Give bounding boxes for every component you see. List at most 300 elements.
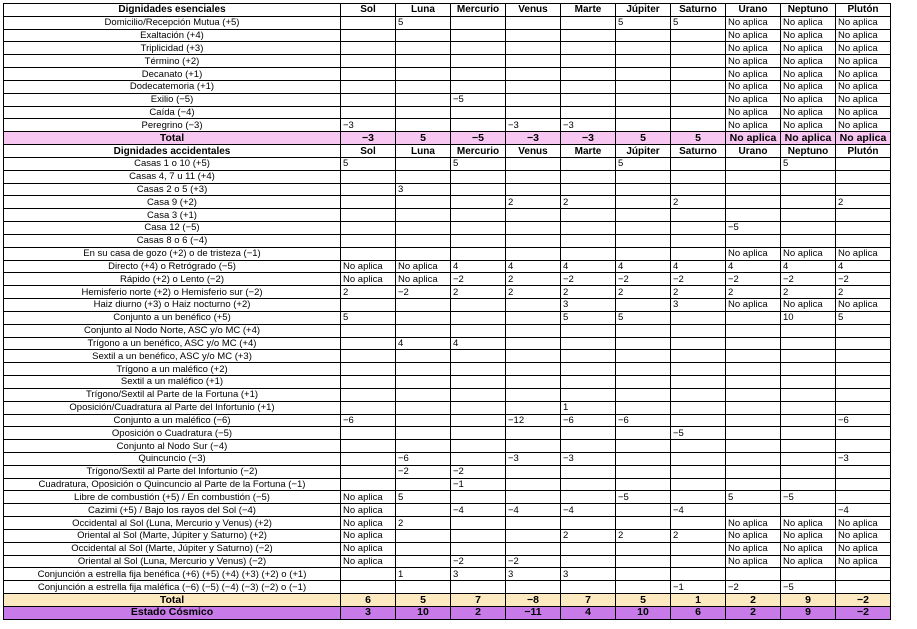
cell-sol[interactable]: [341, 209, 396, 222]
cell-saturno[interactable]: −5: [671, 427, 726, 440]
row-label[interactable]: En su casa de gozo (+2) o de tristeza (−1): [4, 247, 341, 260]
cell-pluton[interactable]: No aplica: [836, 42, 891, 55]
cell-neptuno[interactable]: [781, 376, 836, 389]
cell-urano[interactable]: [726, 376, 781, 389]
cell-sol[interactable]: [341, 234, 396, 247]
cell-neptuno[interactable]: No aplica: [781, 247, 836, 260]
cell-venus[interactable]: −3: [506, 452, 561, 465]
cell-venus[interactable]: [506, 55, 561, 68]
cell-sol[interactable]: [341, 478, 396, 491]
row-label[interactable]: Exilio (−5): [4, 93, 341, 106]
cell-jupiter[interactable]: [616, 376, 671, 389]
cell-luna[interactable]: [396, 427, 451, 440]
cell-pluton[interactable]: [836, 427, 891, 440]
cell-luna[interactable]: [396, 119, 451, 132]
planet-header-jupiter[interactable]: Júpiter: [616, 4, 671, 17]
cell-sol[interactable]: [341, 106, 396, 119]
cell-saturno[interactable]: [671, 80, 726, 93]
cell-jupiter[interactable]: 5: [616, 594, 671, 607]
cell-sol[interactable]: [341, 350, 396, 363]
cell-pluton[interactable]: −4: [836, 504, 891, 517]
cell-pluton[interactable]: No aplica: [836, 55, 891, 68]
cell-urano[interactable]: [726, 440, 781, 453]
cell-jupiter[interactable]: 2: [616, 529, 671, 542]
cell-mercurio[interactable]: [451, 80, 506, 93]
cell-neptuno[interactable]: [781, 568, 836, 581]
cell-neptuno[interactable]: No aplica: [781, 542, 836, 555]
cell-mercurio[interactable]: [451, 42, 506, 55]
cell-mercurio[interactable]: [451, 517, 506, 530]
cell-saturno[interactable]: [671, 337, 726, 350]
cell-luna[interactable]: 3: [396, 183, 451, 196]
cell-neptuno[interactable]: No aplica: [781, 68, 836, 81]
cell-luna[interactable]: [396, 401, 451, 414]
cell-venus[interactable]: [506, 388, 561, 401]
cell-urano[interactable]: [726, 568, 781, 581]
cell-saturno[interactable]: −2: [671, 273, 726, 286]
cell-urano[interactable]: No aplica: [726, 542, 781, 555]
row-label[interactable]: Estado Cósmico: [4, 606, 341, 619]
cell-urano[interactable]: 2: [726, 594, 781, 607]
cell-jupiter[interactable]: [616, 234, 671, 247]
cell-neptuno[interactable]: 2: [781, 286, 836, 299]
cell-venus[interactable]: [506, 376, 561, 389]
cell-sol[interactable]: [341, 299, 396, 312]
cell-pluton[interactable]: No aplica: [836, 29, 891, 42]
cell-marte[interactable]: [561, 478, 616, 491]
cell-jupiter[interactable]: [616, 337, 671, 350]
cell-saturno[interactable]: [671, 376, 726, 389]
cell-sol[interactable]: 5: [341, 157, 396, 170]
cell-saturno[interactable]: [671, 119, 726, 132]
cell-sol[interactable]: [341, 568, 396, 581]
cell-luna[interactable]: [396, 247, 451, 260]
planet-header-marte[interactable]: Marte: [561, 145, 616, 158]
cell-neptuno[interactable]: [781, 414, 836, 427]
cell-venus[interactable]: [506, 183, 561, 196]
cell-jupiter[interactable]: [616, 542, 671, 555]
cell-saturno[interactable]: [671, 542, 726, 555]
cell-sol[interactable]: No aplica: [341, 529, 396, 542]
cell-urano[interactable]: [726, 401, 781, 414]
cell-venus[interactable]: [506, 311, 561, 324]
cell-venus[interactable]: [506, 247, 561, 260]
cell-urano[interactable]: [726, 388, 781, 401]
cell-neptuno[interactable]: [781, 222, 836, 235]
cell-venus[interactable]: 3: [506, 568, 561, 581]
cell-neptuno[interactable]: 10: [781, 311, 836, 324]
cell-mercurio[interactable]: [451, 440, 506, 453]
cell-sol[interactable]: [341, 465, 396, 478]
cell-neptuno[interactable]: [781, 196, 836, 209]
row-label[interactable]: Conjunto al Nodo Norte, ASC y/o MC (+4): [4, 324, 341, 337]
cell-urano[interactable]: 2: [726, 286, 781, 299]
cell-neptuno[interactable]: [781, 234, 836, 247]
cell-saturno[interactable]: 3: [671, 299, 726, 312]
cell-sol[interactable]: [341, 452, 396, 465]
cell-urano[interactable]: No aplica: [726, 80, 781, 93]
planet-header-jupiter[interactable]: Júpiter: [616, 145, 671, 158]
cell-marte[interactable]: [561, 157, 616, 170]
cell-saturno[interactable]: [671, 106, 726, 119]
cell-jupiter[interactable]: 4: [616, 260, 671, 273]
cell-neptuno[interactable]: No aplica: [781, 555, 836, 568]
cell-pluton[interactable]: No aplica: [836, 119, 891, 132]
cell-marte[interactable]: [561, 337, 616, 350]
cell-pluton[interactable]: No aplica: [836, 106, 891, 119]
cell-jupiter[interactable]: −6: [616, 414, 671, 427]
cell-marte[interactable]: 3: [561, 299, 616, 312]
cell-pluton[interactable]: No aplica: [836, 68, 891, 81]
cell-jupiter[interactable]: [616, 196, 671, 209]
cell-venus[interactable]: [506, 478, 561, 491]
cell-urano[interactable]: [726, 478, 781, 491]
cell-neptuno[interactable]: No aplica: [781, 529, 836, 542]
cell-saturno[interactable]: [671, 363, 726, 376]
cell-neptuno[interactable]: 9: [781, 594, 836, 607]
cell-mercurio[interactable]: [451, 68, 506, 81]
cell-marte[interactable]: 1: [561, 401, 616, 414]
planet-header-urano[interactable]: Urano: [726, 145, 781, 158]
cell-urano[interactable]: [726, 337, 781, 350]
cell-jupiter[interactable]: [616, 427, 671, 440]
cell-mercurio[interactable]: −1: [451, 478, 506, 491]
cell-venus[interactable]: [506, 542, 561, 555]
cell-urano[interactable]: [726, 196, 781, 209]
cell-mercurio[interactable]: −2: [451, 465, 506, 478]
cell-mercurio[interactable]: [451, 247, 506, 260]
section-title[interactable]: Dignidades accidentales: [4, 145, 341, 158]
cell-jupiter[interactable]: [616, 42, 671, 55]
cell-jupiter[interactable]: [616, 170, 671, 183]
cell-marte[interactable]: [561, 234, 616, 247]
cell-luna[interactable]: [396, 324, 451, 337]
cell-mercurio[interactable]: 2: [451, 286, 506, 299]
cell-pluton[interactable]: No aplica: [836, 132, 891, 145]
planet-header-marte[interactable]: Marte: [561, 4, 616, 17]
cell-saturno[interactable]: 6: [671, 606, 726, 619]
cell-saturno[interactable]: 1: [671, 594, 726, 607]
cell-mercurio[interactable]: [451, 376, 506, 389]
row-label[interactable]: Exaltación (+4): [4, 29, 341, 42]
row-label[interactable]: Casas 2 o 5 (+3): [4, 183, 341, 196]
cell-pluton[interactable]: No aplica: [836, 542, 891, 555]
cell-pluton[interactable]: No aplica: [836, 80, 891, 93]
cell-sol[interactable]: −3: [341, 132, 396, 145]
cell-luna[interactable]: 1: [396, 568, 451, 581]
cell-neptuno[interactable]: −5: [781, 581, 836, 594]
cell-marte[interactable]: [561, 55, 616, 68]
cell-marte[interactable]: 3: [561, 568, 616, 581]
cell-sol[interactable]: [341, 440, 396, 453]
cell-sol[interactable]: [341, 427, 396, 440]
row-label[interactable]: Conjunción a estrella fija maléfica (−6) (−5) (−4) (−3) (−2) o (−1): [4, 581, 341, 594]
cell-urano[interactable]: [726, 209, 781, 222]
cell-marte[interactable]: 2: [561, 529, 616, 542]
cell-sol[interactable]: [341, 324, 396, 337]
cell-urano[interactable]: No aplica: [726, 517, 781, 530]
cell-urano[interactable]: No aplica: [726, 68, 781, 81]
cell-urano[interactable]: [726, 427, 781, 440]
cell-neptuno[interactable]: −5: [781, 491, 836, 504]
cell-marte[interactable]: [561, 170, 616, 183]
cell-mercurio[interactable]: [451, 196, 506, 209]
cell-sol[interactable]: [341, 80, 396, 93]
cell-jupiter[interactable]: [616, 440, 671, 453]
cell-sol[interactable]: [341, 93, 396, 106]
cell-urano[interactable]: 2: [726, 606, 781, 619]
cell-marte[interactable]: −3: [561, 132, 616, 145]
row-label[interactable]: Quincuncio (−3): [4, 452, 341, 465]
planet-header-neptuno[interactable]: Neptuno: [781, 4, 836, 17]
cell-jupiter[interactable]: [616, 183, 671, 196]
cell-neptuno[interactable]: No aplica: [781, 517, 836, 530]
cell-saturno[interactable]: [671, 68, 726, 81]
cell-jupiter[interactable]: 2: [616, 286, 671, 299]
cell-luna[interactable]: [396, 299, 451, 312]
planet-header-luna[interactable]: Luna: [396, 4, 451, 17]
row-label[interactable]: Trígono/Sextil al Parte de la Fortuna (+1): [4, 388, 341, 401]
cell-mercurio[interactable]: 4: [451, 260, 506, 273]
cell-venus[interactable]: −12: [506, 414, 561, 427]
cell-saturno[interactable]: [671, 311, 726, 324]
cell-luna[interactable]: 2: [396, 517, 451, 530]
cell-luna[interactable]: 5: [396, 491, 451, 504]
cell-pluton[interactable]: No aplica: [836, 555, 891, 568]
cell-neptuno[interactable]: [781, 465, 836, 478]
cell-pluton[interactable]: −2: [836, 594, 891, 607]
cell-luna[interactable]: 5: [396, 132, 451, 145]
cell-marte[interactable]: [561, 16, 616, 29]
cell-marte[interactable]: [561, 440, 616, 453]
cell-neptuno[interactable]: [781, 440, 836, 453]
cell-luna[interactable]: No aplica: [396, 260, 451, 273]
cell-saturno[interactable]: 2: [671, 529, 726, 542]
cell-pluton[interactable]: [836, 388, 891, 401]
cell-saturno[interactable]: [671, 440, 726, 453]
cell-sol[interactable]: No aplica: [341, 517, 396, 530]
cell-urano[interactable]: −5: [726, 222, 781, 235]
cell-luna[interactable]: [396, 196, 451, 209]
row-label[interactable]: Casa 9 (+2): [4, 196, 341, 209]
cell-sol[interactable]: [341, 16, 396, 29]
row-label[interactable]: Haiz diurno (+3) o Haiz nocturno (+2): [4, 299, 341, 312]
cell-urano[interactable]: No aplica: [726, 529, 781, 542]
cell-sol[interactable]: [341, 29, 396, 42]
cell-venus[interactable]: −3: [506, 132, 561, 145]
cell-luna[interactable]: [396, 170, 451, 183]
cell-sol[interactable]: 2: [341, 286, 396, 299]
cell-marte[interactable]: [561, 93, 616, 106]
cell-jupiter[interactable]: [616, 568, 671, 581]
cell-mercurio[interactable]: [451, 324, 506, 337]
row-label[interactable]: Cuadratura, Oposición o Quincuncio al Parte de la Fortuna (−1): [4, 478, 341, 491]
cell-venus[interactable]: [506, 209, 561, 222]
cell-mercurio[interactable]: [451, 234, 506, 247]
cell-mercurio[interactable]: [451, 222, 506, 235]
cell-jupiter[interactable]: [616, 55, 671, 68]
cell-luna[interactable]: [396, 376, 451, 389]
cell-pluton[interactable]: No aplica: [836, 299, 891, 312]
cell-jupiter[interactable]: [616, 555, 671, 568]
cell-jupiter[interactable]: [616, 388, 671, 401]
cell-marte[interactable]: −4: [561, 504, 616, 517]
cell-sol[interactable]: −3: [341, 119, 396, 132]
cell-jupiter[interactable]: [616, 581, 671, 594]
cell-neptuno[interactable]: No aplica: [781, 55, 836, 68]
cell-neptuno[interactable]: No aplica: [781, 80, 836, 93]
cell-saturno[interactable]: [671, 517, 726, 530]
cell-saturno[interactable]: [671, 29, 726, 42]
cell-luna[interactable]: [396, 504, 451, 517]
cell-pluton[interactable]: [836, 183, 891, 196]
cell-pluton[interactable]: 4: [836, 260, 891, 273]
cell-mercurio[interactable]: [451, 209, 506, 222]
cell-mercurio[interactable]: [451, 170, 506, 183]
cell-jupiter[interactable]: [616, 350, 671, 363]
cell-marte[interactable]: 4: [561, 260, 616, 273]
cell-marte[interactable]: [561, 542, 616, 555]
row-label[interactable]: Oposición/Cuadratura al Parte del Infortunio (+1): [4, 401, 341, 414]
cell-pluton[interactable]: [836, 324, 891, 337]
cell-luna[interactable]: [396, 234, 451, 247]
cell-venus[interactable]: [506, 29, 561, 42]
cell-pluton[interactable]: −2: [836, 273, 891, 286]
cell-mercurio[interactable]: [451, 311, 506, 324]
row-label[interactable]: Sextil a un maléfico (+1): [4, 376, 341, 389]
cell-luna[interactable]: [396, 440, 451, 453]
cell-urano[interactable]: No aplica: [726, 132, 781, 145]
cell-neptuno[interactable]: [781, 209, 836, 222]
cell-mercurio[interactable]: [451, 55, 506, 68]
cell-mercurio[interactable]: [451, 452, 506, 465]
planet-header-venus[interactable]: Venus: [506, 145, 561, 158]
cell-urano[interactable]: No aplica: [726, 42, 781, 55]
cell-luna[interactable]: [396, 529, 451, 542]
cell-venus[interactable]: [506, 401, 561, 414]
cell-marte[interactable]: −6: [561, 414, 616, 427]
cell-urano[interactable]: 5: [726, 491, 781, 504]
cell-jupiter[interactable]: [616, 478, 671, 491]
cell-marte[interactable]: [561, 581, 616, 594]
cell-sol[interactable]: 3: [341, 606, 396, 619]
cell-venus[interactable]: −8: [506, 594, 561, 607]
cell-saturno[interactable]: [671, 555, 726, 568]
cell-neptuno[interactable]: [781, 183, 836, 196]
cell-saturno[interactable]: 2: [671, 196, 726, 209]
planet-header-mercurio[interactable]: Mercurio: [451, 4, 506, 17]
cell-neptuno[interactable]: No aplica: [781, 106, 836, 119]
cell-venus[interactable]: [506, 465, 561, 478]
cell-luna[interactable]: −2: [396, 286, 451, 299]
cell-venus[interactable]: [506, 337, 561, 350]
row-label[interactable]: Casas 8 o 6 (−4): [4, 234, 341, 247]
cell-mercurio[interactable]: 3: [451, 568, 506, 581]
cell-neptuno[interactable]: No aplica: [781, 42, 836, 55]
cell-neptuno[interactable]: No aplica: [781, 93, 836, 106]
cell-sol[interactable]: [341, 337, 396, 350]
cell-luna[interactable]: [396, 414, 451, 427]
planet-header-neptuno[interactable]: Neptuno: [781, 145, 836, 158]
cell-jupiter[interactable]: 5: [616, 16, 671, 29]
cell-venus[interactable]: [506, 529, 561, 542]
row-label[interactable]: Término (+2): [4, 55, 341, 68]
row-label[interactable]: Occidental al Sol (Luna, Mercurio y Venus) (+2): [4, 517, 341, 530]
cell-marte[interactable]: [561, 363, 616, 376]
cell-saturno[interactable]: [671, 247, 726, 260]
row-label[interactable]: Domicilio/Recepción Mutua (+5): [4, 16, 341, 29]
cell-neptuno[interactable]: No aplica: [781, 16, 836, 29]
cell-luna[interactable]: [396, 350, 451, 363]
cell-jupiter[interactable]: [616, 363, 671, 376]
cell-saturno[interactable]: [671, 568, 726, 581]
cell-luna[interactable]: [396, 157, 451, 170]
cell-saturno[interactable]: [671, 93, 726, 106]
cell-luna[interactable]: [396, 55, 451, 68]
row-label[interactable]: Decanato (+1): [4, 68, 341, 81]
cell-jupiter[interactable]: [616, 68, 671, 81]
cell-urano[interactable]: No aplica: [726, 555, 781, 568]
cell-sol[interactable]: No aplica: [341, 273, 396, 286]
cell-luna[interactable]: [396, 478, 451, 491]
cell-pluton[interactable]: [836, 401, 891, 414]
cell-urano[interactable]: [726, 183, 781, 196]
cell-venus[interactable]: [506, 42, 561, 55]
cell-pluton[interactable]: [836, 209, 891, 222]
cell-urano[interactable]: [726, 170, 781, 183]
cell-saturno[interactable]: [671, 209, 726, 222]
cell-urano[interactable]: [726, 363, 781, 376]
cell-urano[interactable]: [726, 465, 781, 478]
cell-neptuno[interactable]: [781, 401, 836, 414]
cell-mercurio[interactable]: [451, 183, 506, 196]
cell-sol[interactable]: [341, 42, 396, 55]
cell-luna[interactable]: [396, 311, 451, 324]
row-label[interactable]: Oposición o Cuadratura (−5): [4, 427, 341, 440]
cell-mercurio[interactable]: 7: [451, 594, 506, 607]
cell-luna[interactable]: [396, 555, 451, 568]
cell-urano[interactable]: [726, 452, 781, 465]
cell-mercurio[interactable]: [451, 350, 506, 363]
cell-jupiter[interactable]: [616, 209, 671, 222]
planet-header-pluton[interactable]: Plutón: [836, 145, 891, 158]
cell-marte[interactable]: [561, 42, 616, 55]
cell-venus[interactable]: [506, 106, 561, 119]
cell-venus[interactable]: [506, 363, 561, 376]
cell-neptuno[interactable]: [781, 363, 836, 376]
cell-luna[interactable]: [396, 68, 451, 81]
cell-sol[interactable]: No aplica: [341, 491, 396, 504]
cell-sol[interactable]: [341, 581, 396, 594]
cell-marte[interactable]: 4: [561, 606, 616, 619]
cell-urano[interactable]: [726, 234, 781, 247]
planet-header-saturno[interactable]: Saturno: [671, 145, 726, 158]
cell-marte[interactable]: [561, 517, 616, 530]
row-label[interactable]: Oriental al Sol (Luna, Mercurio y Venus) (−2): [4, 555, 341, 568]
cell-venus[interactable]: [506, 16, 561, 29]
cell-jupiter[interactable]: −5: [616, 491, 671, 504]
planet-header-saturno[interactable]: Saturno: [671, 4, 726, 17]
cell-marte[interactable]: [561, 183, 616, 196]
cell-venus[interactable]: 4: [506, 260, 561, 273]
cell-neptuno[interactable]: No aplica: [781, 132, 836, 145]
cell-jupiter[interactable]: [616, 465, 671, 478]
cell-urano[interactable]: 4: [726, 260, 781, 273]
cell-urano[interactable]: No aplica: [726, 299, 781, 312]
cell-jupiter[interactable]: [616, 106, 671, 119]
cell-luna[interactable]: [396, 542, 451, 555]
row-label[interactable]: Libre de combustión (+5) / En combustión (−5): [4, 491, 341, 504]
